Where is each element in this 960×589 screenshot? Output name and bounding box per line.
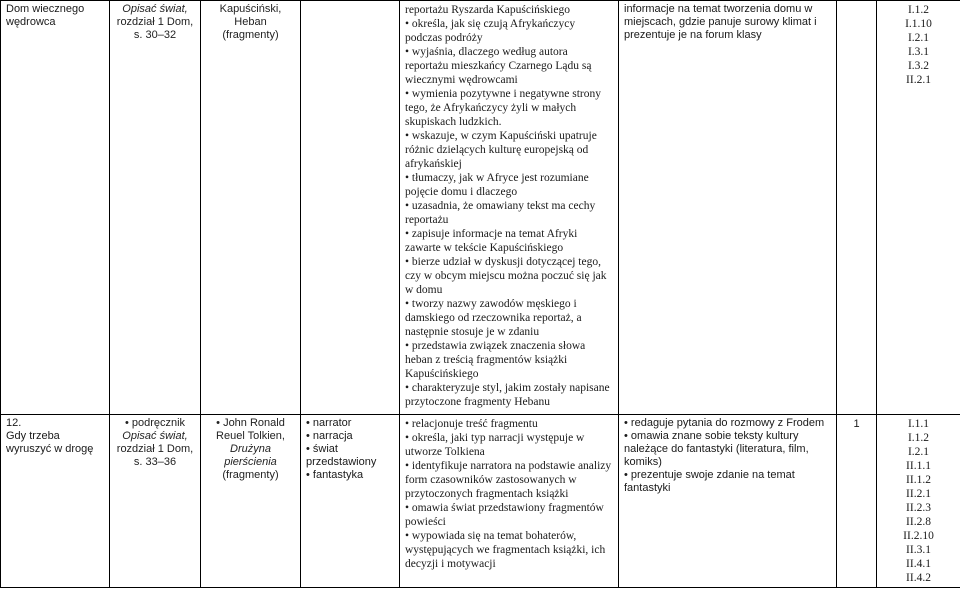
requirement-code: I.2.1 <box>907 32 930 44</box>
term-item: • świat przedstawiony <box>306 443 394 469</box>
text-title: Heban <box>234 16 267 28</box>
outcome-item: • wyjaśnia, dlaczego według autora reportażu mieszkańcy Czarnego Lądu są wiecznymi wędrowcami <box>405 45 613 87</box>
outcome-item: • uzasadnia, że omawiany tekst ma cechy reportażu <box>405 199 613 227</box>
requirements-cell <box>877 1 960 415</box>
requirement-code: II.2.1 <box>906 488 931 500</box>
hours-cell <box>837 1 877 415</box>
terms-cell <box>301 1 400 415</box>
lesson-number: 12. <box>6 417 22 429</box>
outcomes-cell <box>400 1 619 415</box>
text-note: (fragmenty) <box>222 469 279 481</box>
requirement-code: I.1.1 <box>907 418 930 430</box>
lesson-title-cell <box>1 415 110 588</box>
hours-cell <box>837 415 877 588</box>
table-row <box>1 1 960 415</box>
outcome-item: • tłumaczy, jak w Afryce jest rozumiane pojęcie domu i dlaczego <box>405 171 613 199</box>
text-author: • John Ronald Reuel Tolkien, <box>206 417 295 443</box>
activity-item: • prezentuje swoje zdanie na temat fantastyki <box>624 469 831 495</box>
outcome-item: • relacjonuje treść fragmentu <box>405 417 613 431</box>
text-cell <box>201 1 301 415</box>
outcome-item: • wypowiada się na temat bohaterów, występujących we fragmentach książki, ich decyzji i motywacji <box>405 529 613 571</box>
activity-item: informacje na temat tworzenia domu w miejscach, gdzie panuje surowy klimat i prezentuje je na forum klasy <box>624 3 817 41</box>
activity-item: • omawia znane sobie teksty kultury należące do fantastyki (literatura, film, komiks) <box>624 430 831 469</box>
text-cell <box>201 415 301 588</box>
outcome-item: • charakteryzuje styl, jakim zostały napisane przytoczone fragmenty Hebanu <box>405 381 613 409</box>
source-cell <box>110 415 201 588</box>
outcome-item: • bierze udział w dyskusji dotyczącej tego, czy w obcym miejscu można poczuć się jak w domu <box>405 255 613 297</box>
requirement-code: I.1.2 <box>907 4 930 16</box>
requirement-code: I.1.2 <box>907 432 930 444</box>
lesson-title: Dom wiecznego wędrowca <box>6 3 85 28</box>
outcome-item: • określa, jak się czują Afrykańczycy podczas podróży <box>405 17 613 45</box>
source-detail: rozdział 1 Dom, s. 33–36 <box>116 443 194 468</box>
outcome-item: • omawia świat przedstawiony fragmentów powieści <box>405 501 613 529</box>
source-prefix: • podręcznik <box>115 417 195 430</box>
requirement-code: II.2.1 <box>906 74 931 86</box>
activity-item: • redaguje pytania do rozmowy z Frodem <box>624 417 831 430</box>
text-author: Kapuściński, <box>219 3 282 15</box>
text-title: Drużyna pierścienia <box>224 443 277 468</box>
requirement-code: II.4.2 <box>906 572 931 584</box>
requirements-cell <box>877 415 960 588</box>
activities-cell <box>619 415 837 588</box>
requirement-code: II.2.3 <box>906 502 931 514</box>
table-row <box>1 415 960 588</box>
lesson-title: Gdy trzeba wyruszyć w drogę <box>6 430 94 455</box>
outcome-item: • wskazuje, w czym Kapuściński upatruje różnic dzielących kulturę europejską od afrykańskiej <box>405 129 613 171</box>
outcome-item: • przedstawia związek znaczenia słowa heban z treścią fragmentów książki Kapuścińskiego <box>405 339 613 381</box>
requirement-code: II.3.1 <box>906 544 931 556</box>
activities-cell <box>619 1 837 415</box>
requirement-code: II.2.10 <box>903 530 934 542</box>
outcomes-cell <box>400 415 619 588</box>
term-item: • narracja <box>306 430 394 443</box>
hours-value: 1 <box>853 418 860 430</box>
outcome-item: • identyfikuje narratora na podstawie analizy form czasowników zastosowanych w przytoczonych fragmentach książki <box>405 459 613 501</box>
requirement-code: I.3.1 <box>907 46 930 58</box>
requirement-code: II.2.8 <box>906 516 931 528</box>
requirement-code: I.3.2 <box>907 60 930 72</box>
outcome-item: • określa, jaki typ narracji występuje w utworze Tolkiena <box>405 431 613 459</box>
source-title: Opisać świat, <box>122 430 188 442</box>
term-item: • fantastyka <box>306 469 394 482</box>
outcome-item: • wymienia pozytywne i negatywne strony tego, że Afrykańczycy żyli w małych skupiskach ludzkich. <box>405 87 613 129</box>
outcome-item: • tworzy nazwy zawodów męskiego i damskiego od rzeczownika reportaż, a następnie stosuje je w zdaniu <box>405 297 613 339</box>
outcome-item: reportażu Ryszarda Kapuścińskiego <box>405 4 570 16</box>
text-note: (fragmenty) <box>222 29 279 41</box>
requirement-code: I.2.1 <box>907 446 930 458</box>
term-item: • narrator <box>306 417 394 430</box>
requirement-code: II.4.1 <box>906 558 931 570</box>
source-detail: rozdział 1 Dom, s. 30–32 <box>116 16 194 41</box>
lesson-title-cell <box>1 1 110 415</box>
requirement-code: II.1.1 <box>906 460 931 472</box>
terms-cell <box>301 415 400 588</box>
outcome-item: • zapisuje informacje na temat Afryki zawarte w tekście Kapuścińskiego <box>405 227 613 255</box>
source-cell <box>110 1 201 415</box>
requirement-code: I.1.10 <box>905 18 932 30</box>
source-title: Opisać świat, <box>122 3 188 15</box>
requirement-code: II.1.2 <box>906 474 931 486</box>
